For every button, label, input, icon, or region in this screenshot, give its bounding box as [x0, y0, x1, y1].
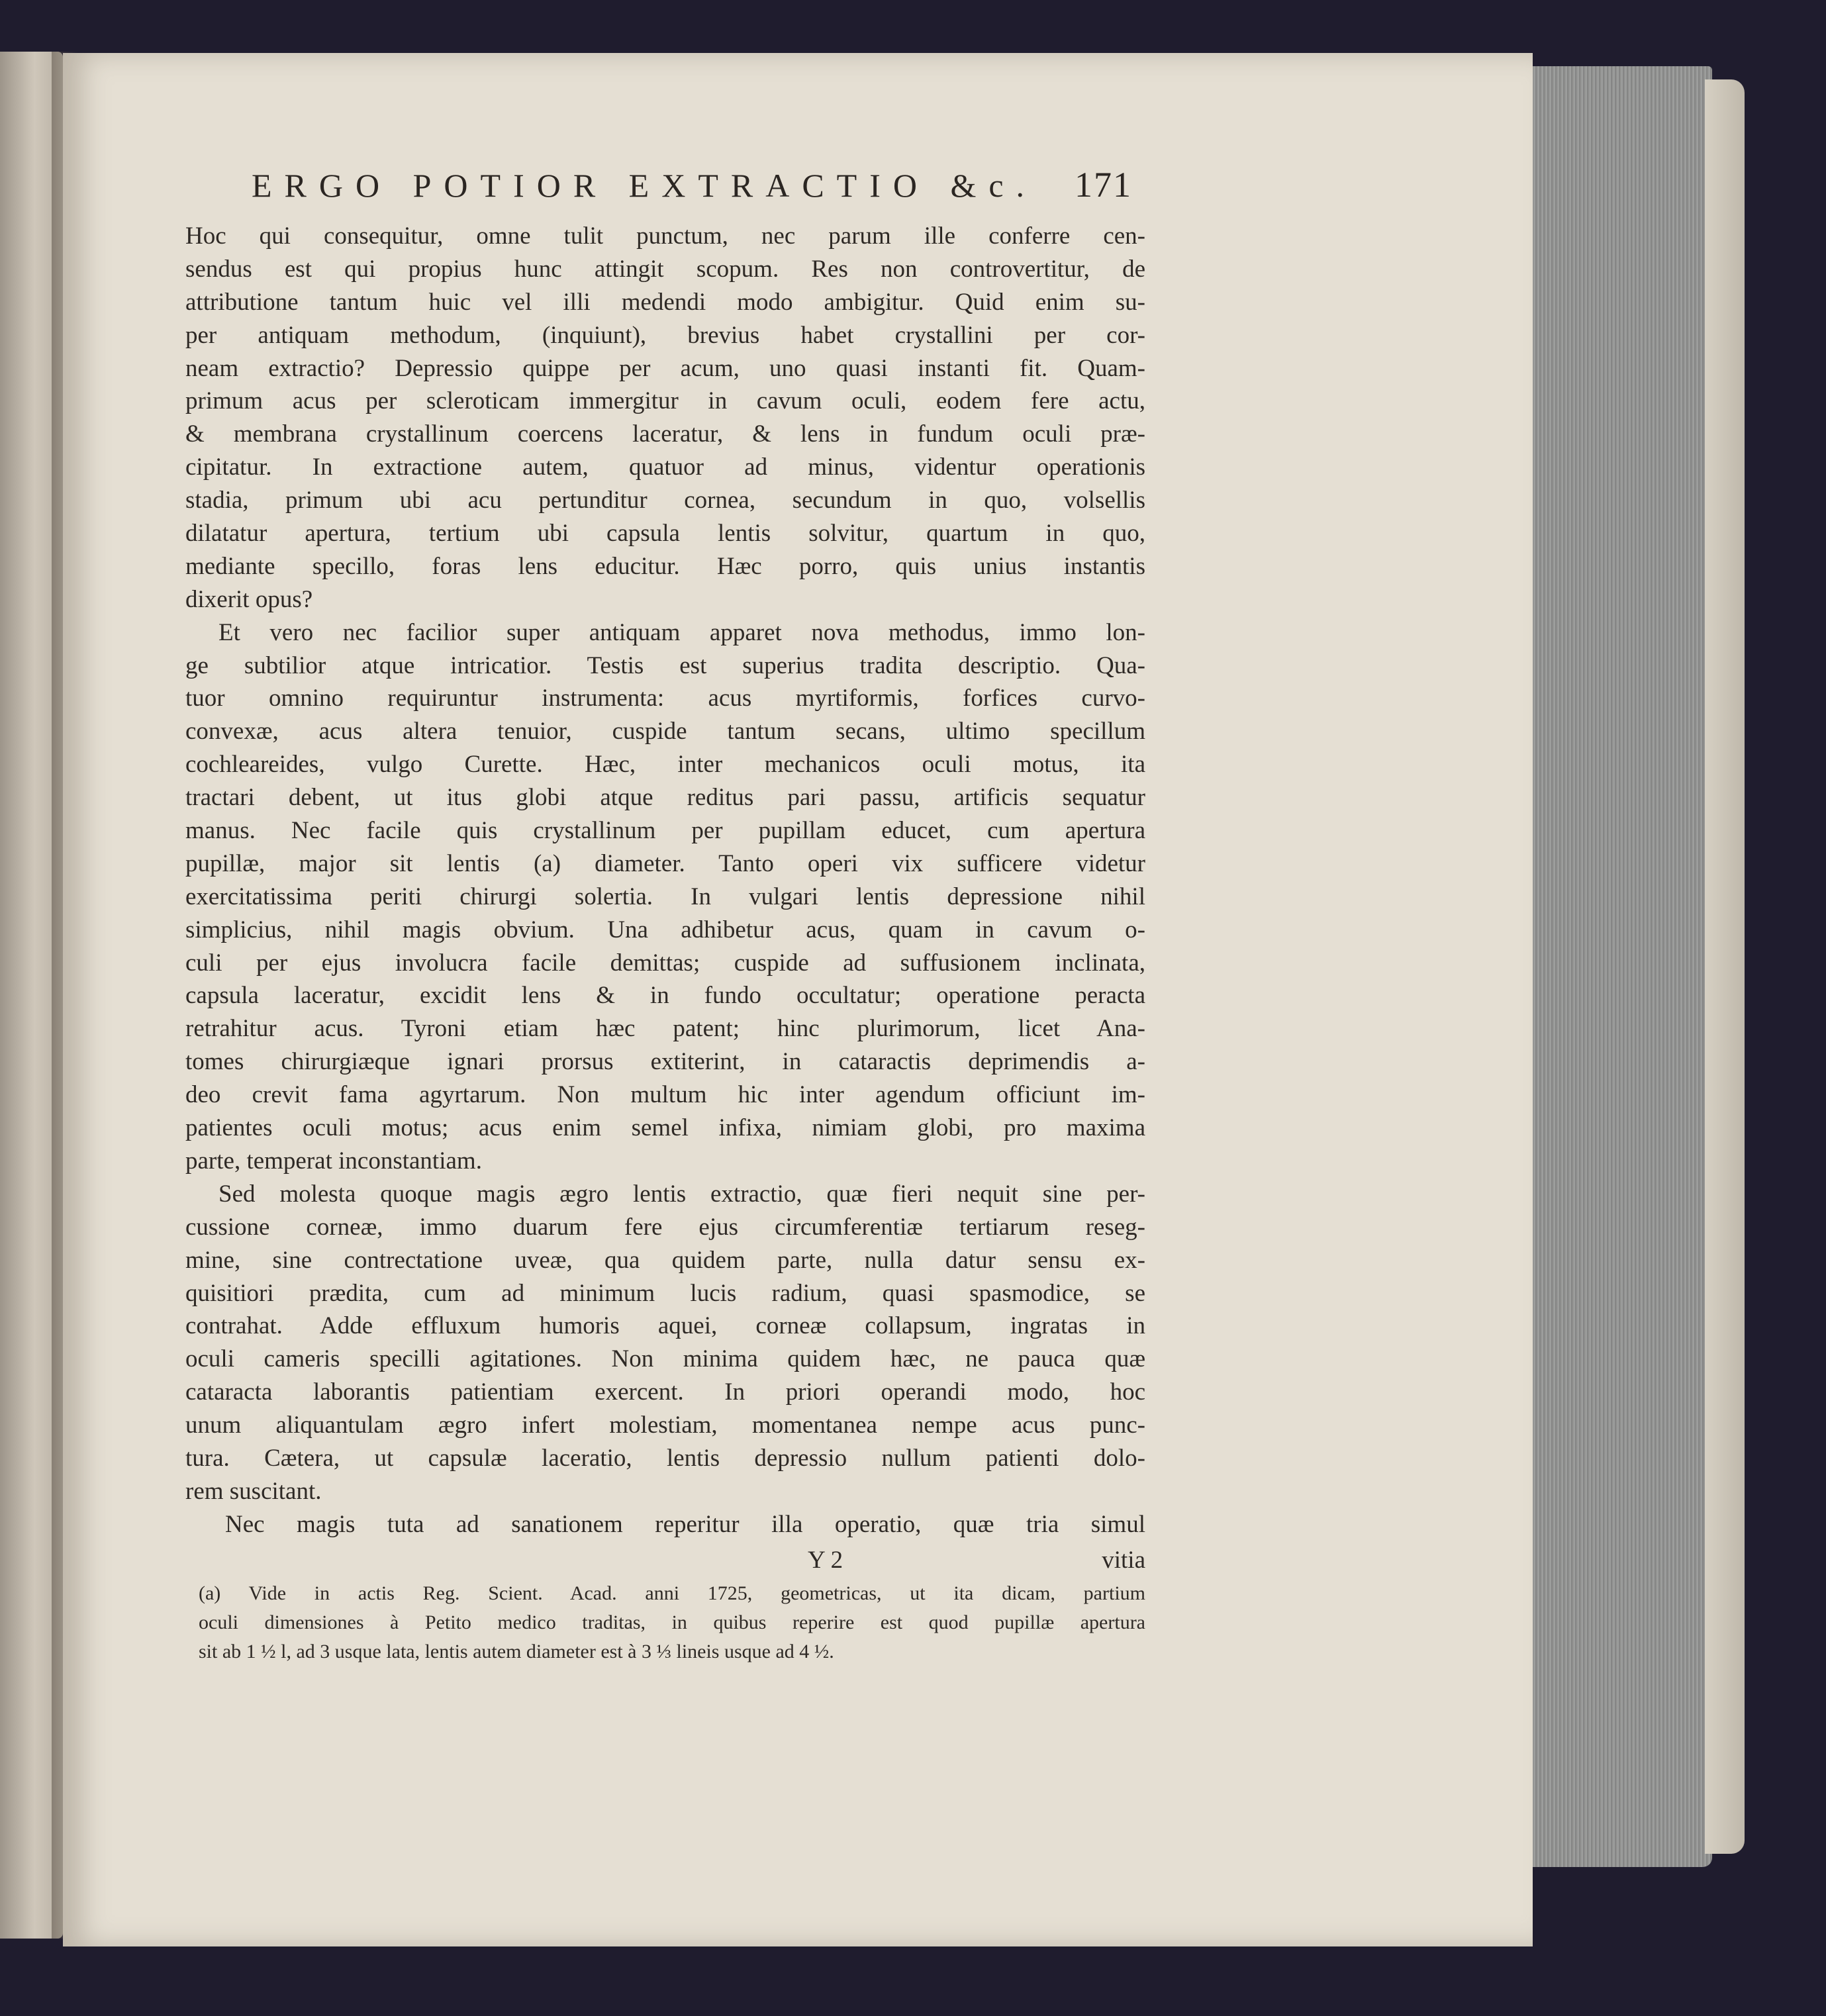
text-line: parte, temperat inconstantiam. — [185, 1147, 482, 1175]
text-line: unum aliquantulam ægro infert molestiam, momentanea nempe acus punc- — [185, 1412, 1145, 1439]
footnote-line: oculi dimensiones à Petito medico traditas, in quibus reperire est quod pupillæ apertura — [199, 1611, 1145, 1633]
signature-line — [808, 1546, 1145, 1574]
text-line: per antiquam methodum, (inquiunt), brevius habet crystallini per cor- — [185, 321, 1145, 349]
text-line: capsula laceratur, excidit lens & in fundo occultatur; operatione peracta — [185, 982, 1145, 1010]
text-line: tura. Cætera, ut capsulæ laceratio, lentis depressio nullum patienti dolo- — [185, 1444, 1145, 1472]
text-line: mine, sine contrectatione uveæ, qua quidem parte, nulla datur sensu ex- — [185, 1246, 1145, 1274]
book-cover-edge — [1705, 79, 1745, 1854]
text-line: attributione tantum huic vel illi medendi modo ambigitur. Quid enim su- — [185, 288, 1145, 316]
page-number: 171 — [1075, 165, 1132, 205]
text-line: Hoc qui consequitur, omne tulit punctum, nec parum ille conferre cen- — [185, 222, 1145, 250]
catchword: vitia — [1102, 1547, 1145, 1574]
text-line: cussione corneæ, immo duarum fere ejus circumferentiæ tertiarum reseg- — [185, 1213, 1145, 1241]
text-line: cochleareides, vulgo Curette. Hæc, inter mechanicos oculi motus, ita — [185, 751, 1145, 779]
footnote-line: sit ab 1 ½ l, ad 3 usque lata, lentis autem diameter est à 3 ⅓ lineis usque ad 4 ½. — [199, 1641, 834, 1662]
text-line: quisitiori prædita, cum ad minimum lucis radium, quasi spasmodice, se — [185, 1279, 1145, 1307]
text-line: sendus est qui propius hunc attingit scopum. Res non controvertitur, de — [185, 255, 1145, 283]
text-line: & membrana crystallinum coercens laceratur, & lens in fundum oculi præ- — [185, 420, 1145, 448]
body-text — [185, 220, 1145, 1541]
text-line: convexæ, acus altera tenuior, cuspide tantum secans, ultimo specillum — [185, 718, 1145, 745]
paragraph-start-line: Nec magis tuta ad sanationem reperitur illa operatio, quæ tria simul — [225, 1510, 1145, 1538]
text-line: culi per ejus involucra facile demittas; cuspide ad suffusionem inclinata, — [185, 949, 1145, 977]
signature-mark: Y 2 — [808, 1547, 843, 1574]
text-line: dixerit opus? — [185, 585, 313, 613]
text-line: manus. Nec facile quis crystallinum per pupillam educet, cum apertura — [185, 817, 1145, 845]
text-line: oculi cameris specilli agitationes. Non minima quidem hæc, ne pauca quæ — [185, 1345, 1145, 1373]
text-line: exercitatissima periti chirurgi solertia. In vulgari lentis depressione nihil — [185, 883, 1145, 910]
text-line: dilatatur apertura, tertium ubi capsula lentis solvitur, quartum in quo, — [185, 520, 1145, 548]
text-line: contrahat. Adde effluxum humoris aquei, corneæ collapsum, ingratas in — [185, 1312, 1145, 1340]
text-line: simplicius, nihil magis obvium. Una adhibetur acus, quam in cavum o- — [185, 916, 1145, 943]
text-line: primum acus per scleroticam immergitur in cavum oculi, eodem fere actu, — [185, 387, 1145, 415]
page-header — [252, 164, 1132, 205]
text-line: deo crevit fama agyrtarum. Non multum hic inter agendum officiunt im- — [185, 1081, 1145, 1109]
text-line: neam extractio? Depressio quippe per acum, uno quasi instanti fit. Quam- — [185, 354, 1145, 382]
text-line: ge subtilior atque intricatior. Testis est superius tradita descriptio. Qua- — [185, 651, 1145, 679]
paragraph-start-line: Sed molesta quoque magis ægro lentis extractio, quæ fieri nequit sine per- — [218, 1180, 1145, 1208]
text-line: tuor omnino requiruntur instrumenta: acus myrtiformis, forfices curvo- — [185, 685, 1145, 712]
text-line: cataracta laborantis patientiam exercent. In priori operandi modo, hoc — [185, 1378, 1145, 1406]
running-head: ERGO POTIOR EXTRACTIO &c. — [252, 167, 1037, 204]
footnote-line: (a) Vide in actis Reg. Scient. Acad. anni 1725, geometricas, ut ita dicam, partium — [199, 1582, 1145, 1604]
text-line: mediante specillo, foras lens educitur. Hæc porro, quis unius instantis — [185, 552, 1145, 580]
footnote — [199, 1579, 1145, 1666]
text-line: retrahitur acus. Tyroni etiam hæc patent; hinc plurimorum, licet Ana- — [185, 1015, 1145, 1043]
text-line: tractari debent, ut itus globi atque reditus pari passu, artificis sequatur — [185, 784, 1145, 812]
text-line: stadia, primum ubi acu pertunditur cornea, secundum in quo, volsellis — [185, 487, 1145, 514]
text-line: rem suscitant. — [185, 1477, 322, 1505]
text-line: cipitatur. In extractione autem, quatuor ad minus, videntur operationis — [185, 454, 1145, 481]
text-line: tomes chirurgiæque ignari prorsus extiterint, in cataractis deprimendis a- — [185, 1048, 1145, 1076]
text-line: patientes oculi motus; acus enim semel infixa, nimiam globi, pro maxima — [185, 1114, 1145, 1142]
paragraph-start-line: Et vero nec facilior super antiquam apparet nova methodus, immo lon- — [218, 618, 1145, 646]
text-line: pupillæ, major sit lentis (a) diameter. Tanto operi vix sufficere videtur — [185, 849, 1145, 877]
